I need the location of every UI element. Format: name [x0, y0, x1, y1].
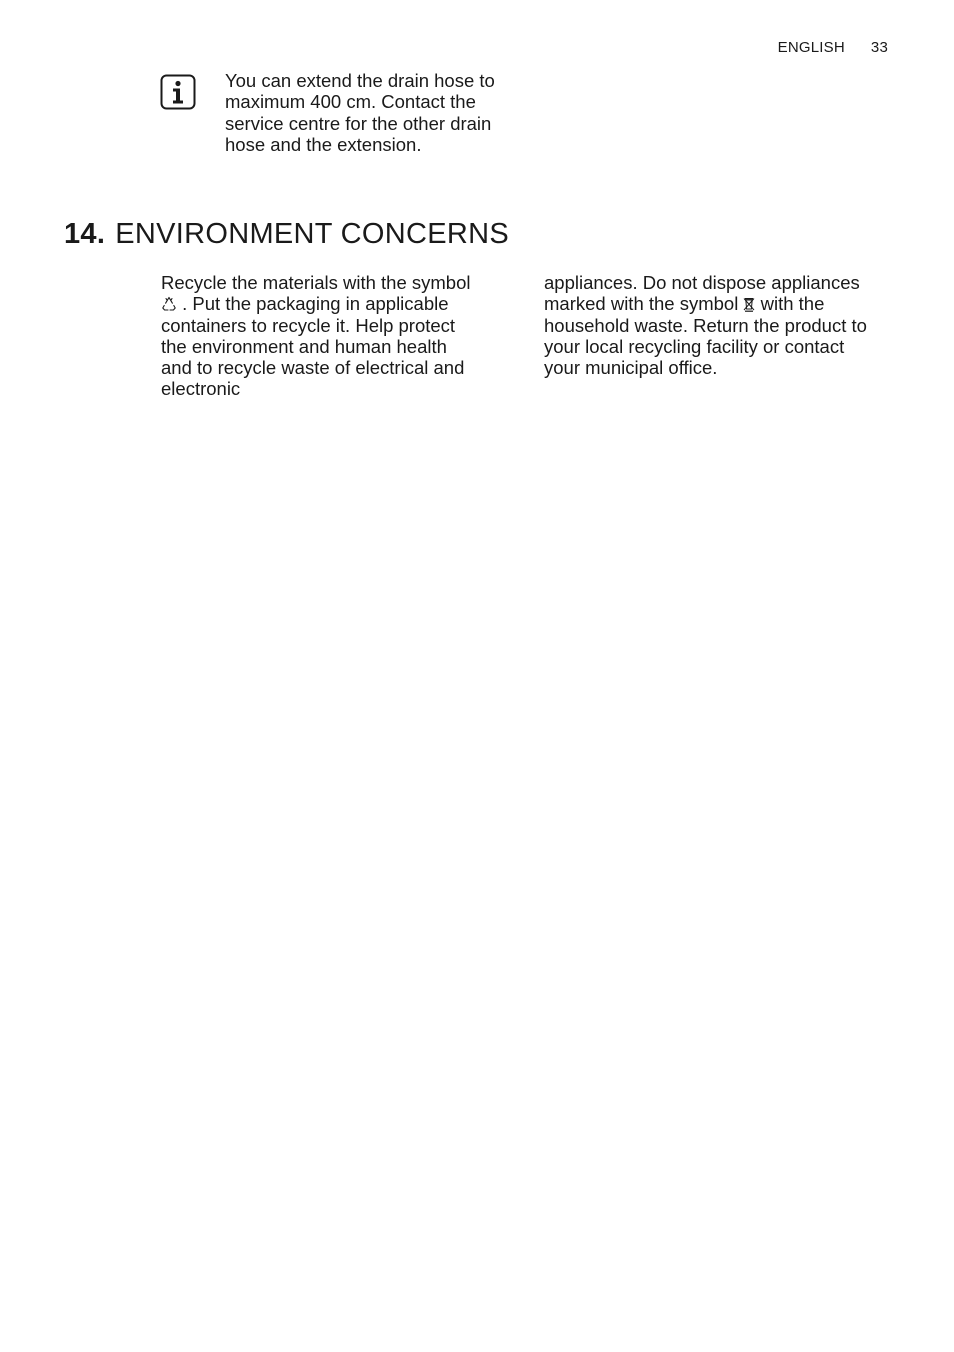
body-paragraph-left [161, 272, 481, 400]
crossed-bin-icon [743, 296, 755, 312]
header-language: ENGLISH [777, 39, 845, 56]
info-note-text: You can extend the drain hose to maximum 400 cm. Contact the service centre for the other drain hose and the extension. [225, 70, 495, 155]
section-title-text: ENVIRONMENT CONCERNS [115, 218, 509, 250]
page-number: 33 [870, 39, 888, 56]
body-text-left-2: . Put the packaging in applicable containers to recycle it. Help protect the environment and human health and to recycle waste of electrical and electronic [161, 293, 465, 400]
body-text-left-1: Recycle the materials with the symbol [161, 272, 471, 293]
section-heading [64, 218, 509, 251]
body-column-left [161, 272, 481, 400]
info-icon [160, 74, 196, 110]
body-text-right-2: with the household waste. Return the product to your local recycling facility or contact your municipal office. [544, 293, 867, 379]
recycle-icon [161, 296, 177, 312]
info-note [160, 70, 540, 155]
section-number: 14. [64, 218, 106, 250]
body-text-right-1: appliances. Do not dispose appliances marked with the symbol [544, 272, 860, 315]
page-header [778, 39, 888, 56]
body-column-right [544, 272, 874, 378]
body-paragraph-right [544, 272, 874, 378]
